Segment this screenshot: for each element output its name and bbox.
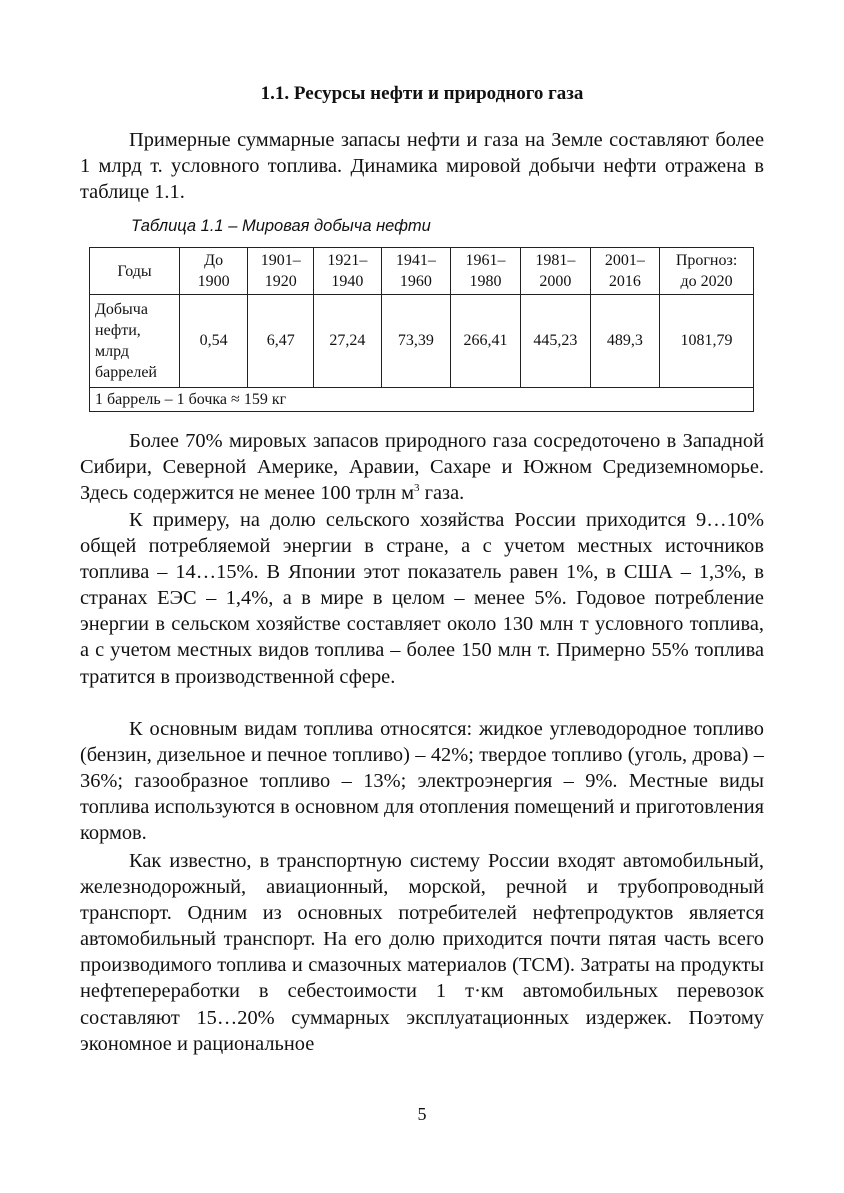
table-cell: 0,54 [179,295,247,388]
paragraph-agriculture-energy: К примеру, на долю сельского хозяйства России приходится 9…10% общей потребляемой энергии в стране, а с учетом местных источников топлива – 14…15%. В Японии этот показатель равен 1%, в США – 1,3%, в странах ЕЭС – 1,4%, а в мире в целом – менее 5%. Годовое потребление энергии в сельском хозяйстве составляет около 130 млн т условного топлива, а с учетом местных видов топлива – более 150 млн т. Примерно 55% топлива тратится в производственной сфере. [80,509,764,688]
row-label-oil-production: Добыча нефти, млрд баррелей [90,295,180,388]
table-header-row [90,248,754,295]
header-cell: 1901– 1920 [248,248,314,295]
table-cell: 6,47 [248,295,314,388]
table-data-row [90,295,754,388]
paragraph-oil-gas-reserves: Примерные суммарные запасы нефти и газа на Земле составляют более 1 млрд т. условного топлива. Динамика мировой добычи нефти отражена в таблице 1.1. [80,129,764,204]
paragraph-transport-system: Как известно, в транспортную систему России входят автомобильный, железнодорожный, авиационный, морской, речной и трубопроводный транспорт. Одним из основных потребителей нефтепродуктов является автомобильный транспорт. На его долю приходится почти пятая часть всего производимого топлива и смазочных материалов (ТСМ). Затраты на продукты нефтепереработки в себестоимости 1 т·км автомобильных перевозок составляют 15…20% суммарных эксплуатационных издержек. Поэтому экономное и рациональное [80,850,764,1055]
table-cell: 1081,79 [660,295,754,388]
table-note: 1 баррель – 1 бочка ≈ 159 кг [90,387,754,411]
header-cell: 1961– 1980 [451,248,521,295]
oil-production-table [89,247,754,412]
table-cell: 445,23 [520,295,590,388]
header-cell: 1981– 2000 [520,248,590,295]
header-cell: До 1900 [179,248,247,295]
superscript-3: 3 [414,482,420,495]
table-cell: 266,41 [451,295,521,388]
header-cell: 1941– 1960 [381,248,450,295]
paragraph-gas-reserves: Более 70% мировых запасов природного газа сосредоточено в Западной Сибири, Северной Америке, Аравии, Сахаре и Южном Средиземноморье. Здесь содержится не менее 100 трлн $м^3$ газа. [80,430,764,505]
header-cell: 1921– 1940 [314,248,382,295]
header-cell: 2001– 2016 [590,248,659,295]
table-cell: 27,24 [314,295,382,388]
table-cell: 73,39 [381,295,450,388]
header-cell-forecast: Прогноз: до 2020 [660,248,754,295]
paragraph-fuel-types: К основным видам топлива относятся: жидкое углеводородное топливо (бензин, дизельное и печное топливо) – 42%; твердое топливо (уголь, дрова) – 36%; газообразное топливо – 13%; электроэнергия – 9%. Местные виды топлива используются в основном для отопления помещений и приготовления кормов. [80,718,764,845]
page-number: 5 [417,1104,427,1124]
table-cell: 489,3 [590,295,659,388]
table-note-row [90,387,754,411]
header-cell-years: Годы [90,248,180,295]
table-caption: Таблица 1.1 – Мировая добыча нефти [131,217,431,235]
section-heading: 1.1. Ресурсы нефти и природного газа [260,83,584,104]
